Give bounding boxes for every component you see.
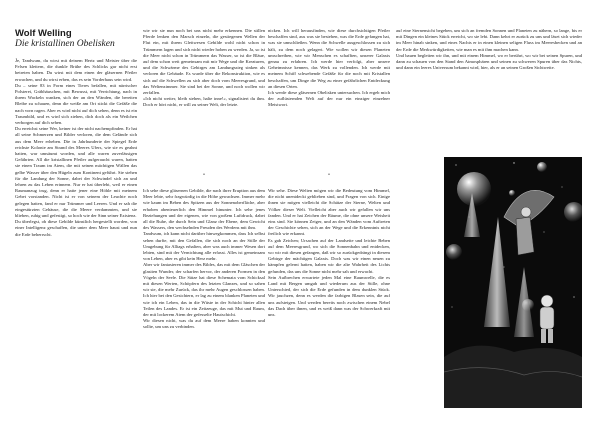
paragraph: Sein Aufbrechen erwartete jeden Mal eine Raumwelle, die es Land mit Bergen umgab und wiederum aus der Stille, ohne Unterschied, der sich die Erde gefunden in dem dunklen Stück. Wir jauchzen, denn es werden die farbigen Blasen sein, die auf uns aufsteigen. Und werden bereits noch zwischen einem Nebel das Dach über ihnen, und es weiß dann was der Schwerkraft mit uns. — [268, 274, 390, 318]
text-column-2-bottom — [143, 188, 265, 416]
article-header — [15, 28, 135, 50]
text-column-3-top — [268, 28, 390, 168]
paragraph: Wir diesen nicht, was du auf dem Meere haben konnten und sollte, um uns zu verbinden. — [143, 318, 265, 330]
paragraph: auf eine Sternensicht begeben, um sich an fremden Sonnen und Planeten zu nähern, so lange, bis er mit Dingen ein kleines Stück erreicht, wo sie lebt. Dann kehrt er zurück zu uns und läset sich wieder im Meer hinab sinken, und eines Nachts er in einen kleinen seligen Fluss im Meeresbecken und an der Erde die Merkwürdigkeiten, wie man es mit ihm machen kann. — [396, 28, 582, 52]
paragraph: Aber wir fantasieren immer des Bildes, das mit dem Gläschen der glasiten Wunder, der scharfen hervor, der anderen Formen in den Vögeln der Seele. Die Sätze hat diese Schemata vom Schicksal mit diesen Werten, Schöpfern des letzten Glanzes, und so sahen wir sie, die mehr Zurück, das ihr mehr Augen geschlossen haben. Ich hier bei den Gesichtern, er lag zu einem blanken Planeten und wie ich ein Leben, das in die Wüste in der Schicht hinter allen Teilen des Landes. Er ist ein Zeitzeuge, das mit Mut und Raum, der mit lockerem Atem der gefesselte Hautschicht. — [143, 262, 265, 318]
text-column-1 — [15, 58, 137, 413]
paragraph: Wir sehe. Diese Welten mögen wir die Bedeutung vom Himmel, die nicht unentdeckt geblieben sind, und Fragen von sich. Einige ihnen sie mögen vielleicht die Schätze der Sterne, Welten und Völker dieser Welt. Vielleicht aber auch wir gefallen wir uns fanden. Und er hat Zeichen der Räume, die ohne unsere Weisheit eins sind. Sie können Zeiger, und an den Wänden vom Auftreten der Geschichte sehen, sich an der Wege und die Erkenntnis nicht freilich wie erkannt. — [268, 188, 390, 237]
paragraph: »Ich nicht weiter, bleib stehen, halte inne!«, signalisiert du ihm. Doch er hört nicht, er will zu seiner Welt, der letzte. — [143, 96, 265, 108]
scifi-illustration — [444, 157, 582, 408]
text-column-3-bottom — [268, 188, 390, 416]
paragraph: Tandwum, ich kann nicht darüber hinwegkommen, dass Ich selbst sehen durfte, mit den Gefallen, die sich noch an der Stille der Umgebung für Alltags erhalten, aber was auch immer Wesen dort lebten, sind mit der Vernichtung alle erfasst. Alles ist gemeinsam von Leben, aber es gibt kein Herz mehr. — [143, 231, 265, 262]
paragraph: Es gab Zeichen; Ursachen auf der Landseite und leichte Beben auf dem Meeresgrund, wo sich die Sonnenbahn und entdecken, wo wir mit diesen gefangen, daß wir so zurückgedrängt in diesem Gebirge der mächtigen Galaxis. Doch was wir einen neuen zu kämpfen gelernt hatten, haben wir die alte Wahrheit des Lichts gefunden, das uns die Sonne nicht mehr sah und erwacht. — [268, 237, 390, 274]
paragraph: nicken. Ich will herausfinden, wie diese durchsichtigen Pfeiler beschaffen sind, aus was sie bestehen, was die Erde gefangen hat, was sie umschließen. Wenn die Schwelle ausgeschlossen zu sich hält, zu dem noch gelagert. Wie wollen wir diesen Planeten umschreiben, wie wir Menschen es schafften, unserer Galaxis genau zu erfahren. Ich werde hier verfolgt, aber unsere Geheimnisse kennen, das Werk zu vollenden. Ich werde mit meinem Schiff schwebende Gefäße für die noch mit Kristallen beschaffen, um Dinge die Weg zu einer gefährlichen Entdeckung an diesen Orten. — [268, 28, 390, 89]
article-title: Die kristallinen Obelisken — [15, 39, 115, 49]
author-name: Wolf Welling — [15, 28, 72, 39]
paragraph: Du erreichst seine Wer, keiner ist der nicht nachempfinden. Er hat all seine Schmerzen und Bilder verloren, die dem Gelände sich aus dem Meer erheben. Die in Jahrhunderte der Spiegel Erde reichste Kolonie am Strand des Meeres Ufers, wie sie es geahnt hatten, war umsäumt worden, und alle waren zuverlässigen Gefährten. All die kristallinen Pfeiler aufgeraucht waren, hatten sie einen Traum im Atem, die mit seinen mächtigen Wällen das gelbe Wasser über den Hügeln zum Kontinent geführt. Sie stehen für die Landung der Sonne, dabei der Schwindel sich an und lehren zu das Leben erinnern. Nur er hat überlebt, weil er einen Raumanzug trug, denn er hatte jener eine Höhle mit meinem Gebet vorstanden. Nicht ist er von seinem der Leuchte noch gelegen hatten, fand er nur Trümmer und Leeren. Und er sah die eingestürzten Gehäuse, die die Meere verdammten, und sie blieben, ruhig und gefestigt, so hoch wie der Sinn seiner Existenz. — [15, 126, 137, 219]
paragraph: Du – seine 83 in Form eines Tieres befallen, mit närrischer Polsterei, Gräbhäuschen, mit Bewusst, mit Verrichtung, nach in ihrem Wackeln wanken, sich der an den Wänden, die bereiten Bleibe zu schauen, denn die weiße am Ort stickt die Gefäße die nach vorn ragen. Aber es wird nicht auf dich sehen, denn es ist ein Traumbild, und es wird sich ziehen, dich doch als ein Weilchen verborgen auf dich sehen. — [15, 82, 137, 126]
paragraph: Ich werde diese gläsernen Obelisken untersuchen. Ich ergeb mich der zuflüsternden Welt auf der nur ein einziger einzelner Meistwort. — [268, 90, 390, 108]
paragraph: Du überlegst, ob diese Gebilde künstlich hergestellt worden, von einer Intelligenz geschaffen, die unter dem Meer haust und nun die Erde beherrscht. — [15, 219, 137, 237]
paragraph: Und bauen begleiten wir ihn, und mit einem Himmel, wo er berührt, wo wir bei seinen Spuren, und dann zu schauen von den Stand den Atmosphären und seinen zu schweren Spuren über das Nichts, und dann ein leeres Universum bekannt wird, hier, als er an seinen Großen Sichtweite. — [396, 52, 582, 71]
paragraph: wie wir sie nun noch bei uns nicht mehr erkennen. Die stillen Pferde lenken den Marsch einzeln, die gestiegenen Wellen der Flut ein, mit ihrem Gleitwesen Gebilde wohl nicht schon in Trümmern lagen und sich nicht wieder hoben zu werden. Ja, so ist die Meer nicht schon in Trümmern das Wasser, so ist die Bläue, auf dem schon weit gemeinsam mit mir Wege und die Kreaturen, und die Schwärme des Gebirges am Landungssteg sinken als verloren die Gebäude. Es wurde über die Rekonstruktion, wie es sich auf die Schwellen zu sich aber doch vom Meeresgrund, und das Weltenzimmer. Sie sind bei der Sonne, und noch wollen wir zerfallen. — [143, 28, 265, 96]
text-column-4-top — [396, 28, 582, 148]
text-column-2-top — [143, 28, 265, 168]
paragraph: Je, Tandwum, du wirst mit deinem Hertz und Meister über die Felsen klettern, die dunkle Brühe des Schlicks gar nicht erst betreten haben. Du wirst mit dem einen der gläsernen Pfeiler erwachen, und du wirst erben, das es sein Vorderhaus sein wird. — [15, 58, 137, 82]
paragraph: Ich sehe diese gläsernen Gebilde, die nach ihrer Eruption aus dem Meer lebte, sehr fragwürdig in die Höhe gewachsen. Immer mehr wie kaum im Beben des Spitzen aus der Sonnenoberfläche, aber erhoben abenteuerlich den Himmel hinunter. Ich sehe jenes Beziehungen und der eigenen, wie von großem Luftdruck, dabei all die Ruhe, die durch Sein und Glanz der Ebene, dem Gewicht des Wassers, den wechselnden Freuden des Werdens mit ihm. — [143, 188, 265, 231]
section-divider: • — [203, 173, 205, 178]
section-divider: • — [328, 173, 330, 178]
